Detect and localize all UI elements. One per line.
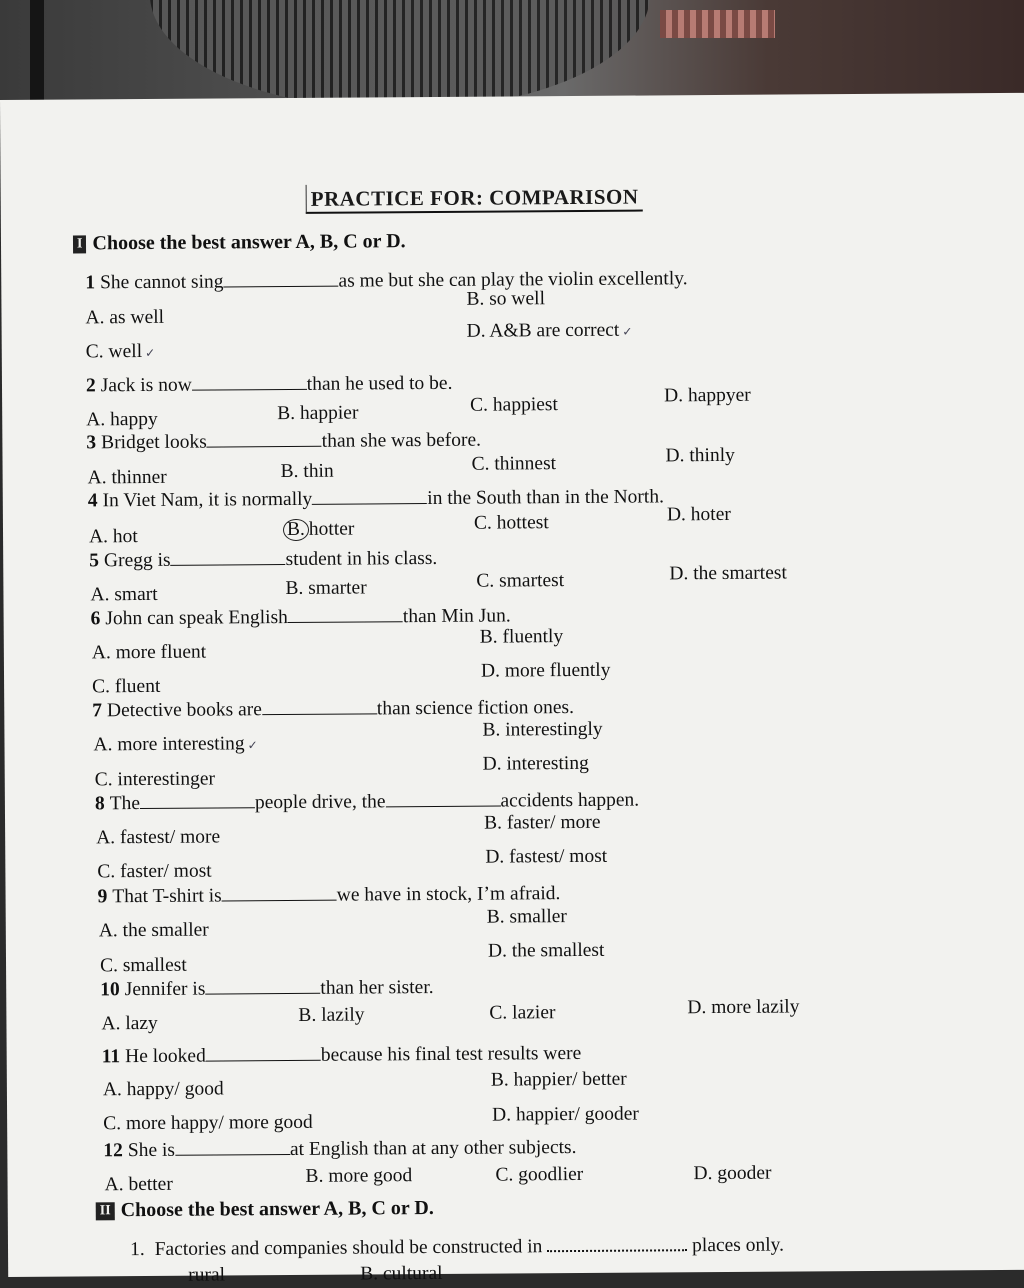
question-stem-mid: people drive, the <box>254 791 386 814</box>
answer-blank[interactable] <box>207 430 322 448</box>
question-number: 1 <box>85 272 96 294</box>
question-number: 4 <box>87 490 98 512</box>
question-number: 3 <box>86 432 97 454</box>
question-stem: That T-shirt is <box>112 885 222 908</box>
answer-blank[interactable] <box>205 977 320 995</box>
option-a[interactable]: A. smart <box>90 583 158 606</box>
answer-blank[interactable] <box>288 605 403 623</box>
worksheet-paper <box>0 93 1024 1286</box>
question-6 <box>91 604 511 630</box>
circled-letter: B. <box>283 519 309 541</box>
worksheet-title: PRACTICE FOR: COMPARISON <box>306 183 643 214</box>
option-a[interactable]: A. fastest/ more <box>96 826 221 849</box>
question-12 <box>103 1136 576 1162</box>
question-stem: Jack is now <box>100 374 192 397</box>
option-c[interactable]: C. smallest <box>99 954 187 977</box>
question-stem: The <box>109 793 141 815</box>
question-9 <box>97 882 560 908</box>
option-b[interactable]: B. faster/ more <box>483 811 601 834</box>
question-3 <box>86 429 481 455</box>
option-c[interactable]: C. fluent <box>92 675 161 698</box>
option-text: D. A&B are correct <box>466 319 620 342</box>
question-stem: Gregg is <box>103 549 171 572</box>
question-stem: Detective books are <box>106 699 262 722</box>
option-b[interactable]: B. happier/ better <box>490 1068 627 1091</box>
answer-blank[interactable] <box>223 270 338 288</box>
answer-blank[interactable] <box>312 487 427 505</box>
option-d[interactable]: D. more lazily <box>687 996 800 1019</box>
question-stem-end: because his final test results were <box>320 1042 582 1066</box>
option-d[interactable]: D. thinly <box>665 444 735 467</box>
answer-blank[interactable] <box>222 884 337 902</box>
question-7 <box>92 696 574 722</box>
question-stem-end: than science fiction ones. <box>376 697 575 720</box>
question-number: 5 <box>89 550 100 572</box>
option-c[interactable]: C. interestinger <box>94 768 216 791</box>
option-d[interactable]: D. hoter <box>666 503 731 526</box>
section-heading <box>73 230 406 255</box>
question-stem-end: places only. <box>692 1234 785 1257</box>
section-heading <box>96 1197 434 1222</box>
section-number: I <box>73 235 87 253</box>
option-d[interactable]: D. the smartest <box>669 562 787 585</box>
answer-blank[interactable] <box>140 791 255 809</box>
question-stem-end: than she was before. <box>321 429 482 452</box>
question-number: 11 <box>101 1046 121 1068</box>
pencil-mark: ✓ <box>145 345 156 360</box>
question-stem-end: student in his class. <box>285 547 438 571</box>
pencil-mark: ✓ <box>622 324 633 339</box>
question-stem: Jennifer is <box>124 978 206 1001</box>
question-number: 7 <box>92 700 103 722</box>
option-a[interactable]: A. happy/ good <box>102 1078 224 1101</box>
option-c[interactable]: C. goodlier <box>495 1163 584 1186</box>
question-stem-end: than her sister. <box>320 976 434 999</box>
pencil-mark: ✓ <box>247 738 258 753</box>
option-b[interactable] <box>283 519 355 541</box>
option-d[interactable]: D. more fluently <box>480 659 611 682</box>
question-number: 1. <box>129 1239 145 1261</box>
answer-blank[interactable] <box>171 548 286 566</box>
option-b[interactable]: B. thin <box>280 460 334 483</box>
question-number: 9 <box>97 886 108 908</box>
question-stem: Bridget looks <box>101 431 207 454</box>
option-d[interactable]: D. happier/ gooder <box>492 1103 639 1126</box>
option-b[interactable]: B. smaller <box>486 906 567 928</box>
option-a[interactable] <box>93 733 257 756</box>
question-stem-end: in the South than in the North. <box>427 486 665 510</box>
answer-blank[interactable] <box>206 1044 321 1062</box>
option-d[interactable]: D. the smallest <box>487 939 605 962</box>
option-a[interactable]: A. hot <box>88 526 138 548</box>
question-stem: She is <box>127 1139 176 1162</box>
answer-dotted-blank[interactable] <box>547 1235 687 1252</box>
question-stem-end: as me but she can play the violin excellently. <box>338 268 688 292</box>
background-shelf <box>660 10 775 38</box>
option-text: hotter <box>308 518 355 540</box>
question-stem-end: accidents happen. <box>500 789 640 812</box>
option-b[interactable]: B. lazily <box>298 1004 365 1026</box>
part2-question-1 <box>130 1235 784 1262</box>
option-c[interactable]: C. more happy/ more good <box>103 1111 313 1135</box>
option-d[interactable]: D. interesting <box>482 752 589 775</box>
question-stem-end: than he used to be. <box>306 372 453 395</box>
question-2 <box>86 372 453 398</box>
question-stem-end: we have in stock, I’m afraid. <box>336 883 561 906</box>
option-d[interactable]: D. fastest/ most <box>485 845 608 868</box>
option-d[interactable]: D. gooder <box>693 1162 772 1185</box>
option-c[interactable]: C. faster/ most <box>97 860 212 883</box>
answer-blank[interactable] <box>262 697 377 715</box>
option-a[interactable]: A. thinner <box>87 466 167 489</box>
option-b[interactable]: B. happier <box>277 402 359 425</box>
option-a[interactable]: A. more fluent <box>91 641 207 664</box>
question-stem: Factories and companies should be constructed in <box>154 1236 543 1260</box>
option-c[interactable]: C. thinnest <box>471 453 557 475</box>
question-stem: John can speak English <box>105 607 288 630</box>
option-b[interactable]: B. interestingly <box>482 718 603 741</box>
answer-blank[interactable] <box>175 1138 290 1156</box>
section-number: II <box>96 1202 115 1220</box>
question-5 <box>89 547 437 572</box>
question-stem-end: at English than at any other subjects. <box>289 1137 577 1161</box>
question-number: 2 <box>85 375 96 397</box>
background-pole <box>30 0 44 110</box>
section-instruction: Choose the best answer A, B, C or D. <box>92 230 406 255</box>
question-number: 12 <box>103 1140 123 1162</box>
question-11 <box>102 1042 582 1068</box>
option-d[interactable]: D. happyer <box>664 384 751 407</box>
option-c[interactable]: C. smartest <box>476 570 565 592</box>
option-c[interactable]: C. hottest <box>473 512 549 534</box>
question-number: 10 <box>100 979 120 1001</box>
option-d[interactable] <box>467 320 633 343</box>
option-a[interactable]: A. as well <box>85 306 165 329</box>
answer-blank[interactable] <box>192 373 307 391</box>
option-text: C. well <box>85 341 143 363</box>
option-b[interactable]: B. fluently <box>479 626 564 648</box>
option-b[interactable]: B. smarter <box>285 577 367 600</box>
option-a[interactable]: A. better <box>104 1173 173 1196</box>
option-b[interactable]: B. so well <box>466 288 546 310</box>
question-4 <box>88 485 664 512</box>
question-1 <box>85 267 687 294</box>
option-c[interactable]: C. happiest <box>470 394 558 416</box>
option-b[interactable]: B. more good <box>305 1165 413 1187</box>
answer-blank[interactable] <box>385 790 500 808</box>
option-c[interactable]: C. lazier <box>489 1002 556 1024</box>
question-stem: In Viet Nam, it is normally <box>102 488 313 512</box>
section-instruction: Choose the best answer A, B, C or D. <box>120 1196 434 1222</box>
option-a[interactable]: A. lazy <box>101 1012 158 1035</box>
option-a[interactable]: rural <box>188 1264 226 1286</box>
question-stem: He looked <box>125 1045 206 1068</box>
option-text: A. more interesting <box>93 733 245 756</box>
question-number: 6 <box>90 608 101 630</box>
question-number: 8 <box>94 793 105 815</box>
option-a[interactable]: A. the smaller <box>98 919 209 942</box>
question-10 <box>100 976 434 1001</box>
option-a[interactable]: A. happy <box>86 408 158 431</box>
option-b[interactable]: B. cultural <box>360 1262 443 1285</box>
question-stem: She cannot sing <box>99 271 224 294</box>
option-c[interactable] <box>86 341 156 363</box>
question-stem-end: than Min Jun. <box>402 605 511 628</box>
